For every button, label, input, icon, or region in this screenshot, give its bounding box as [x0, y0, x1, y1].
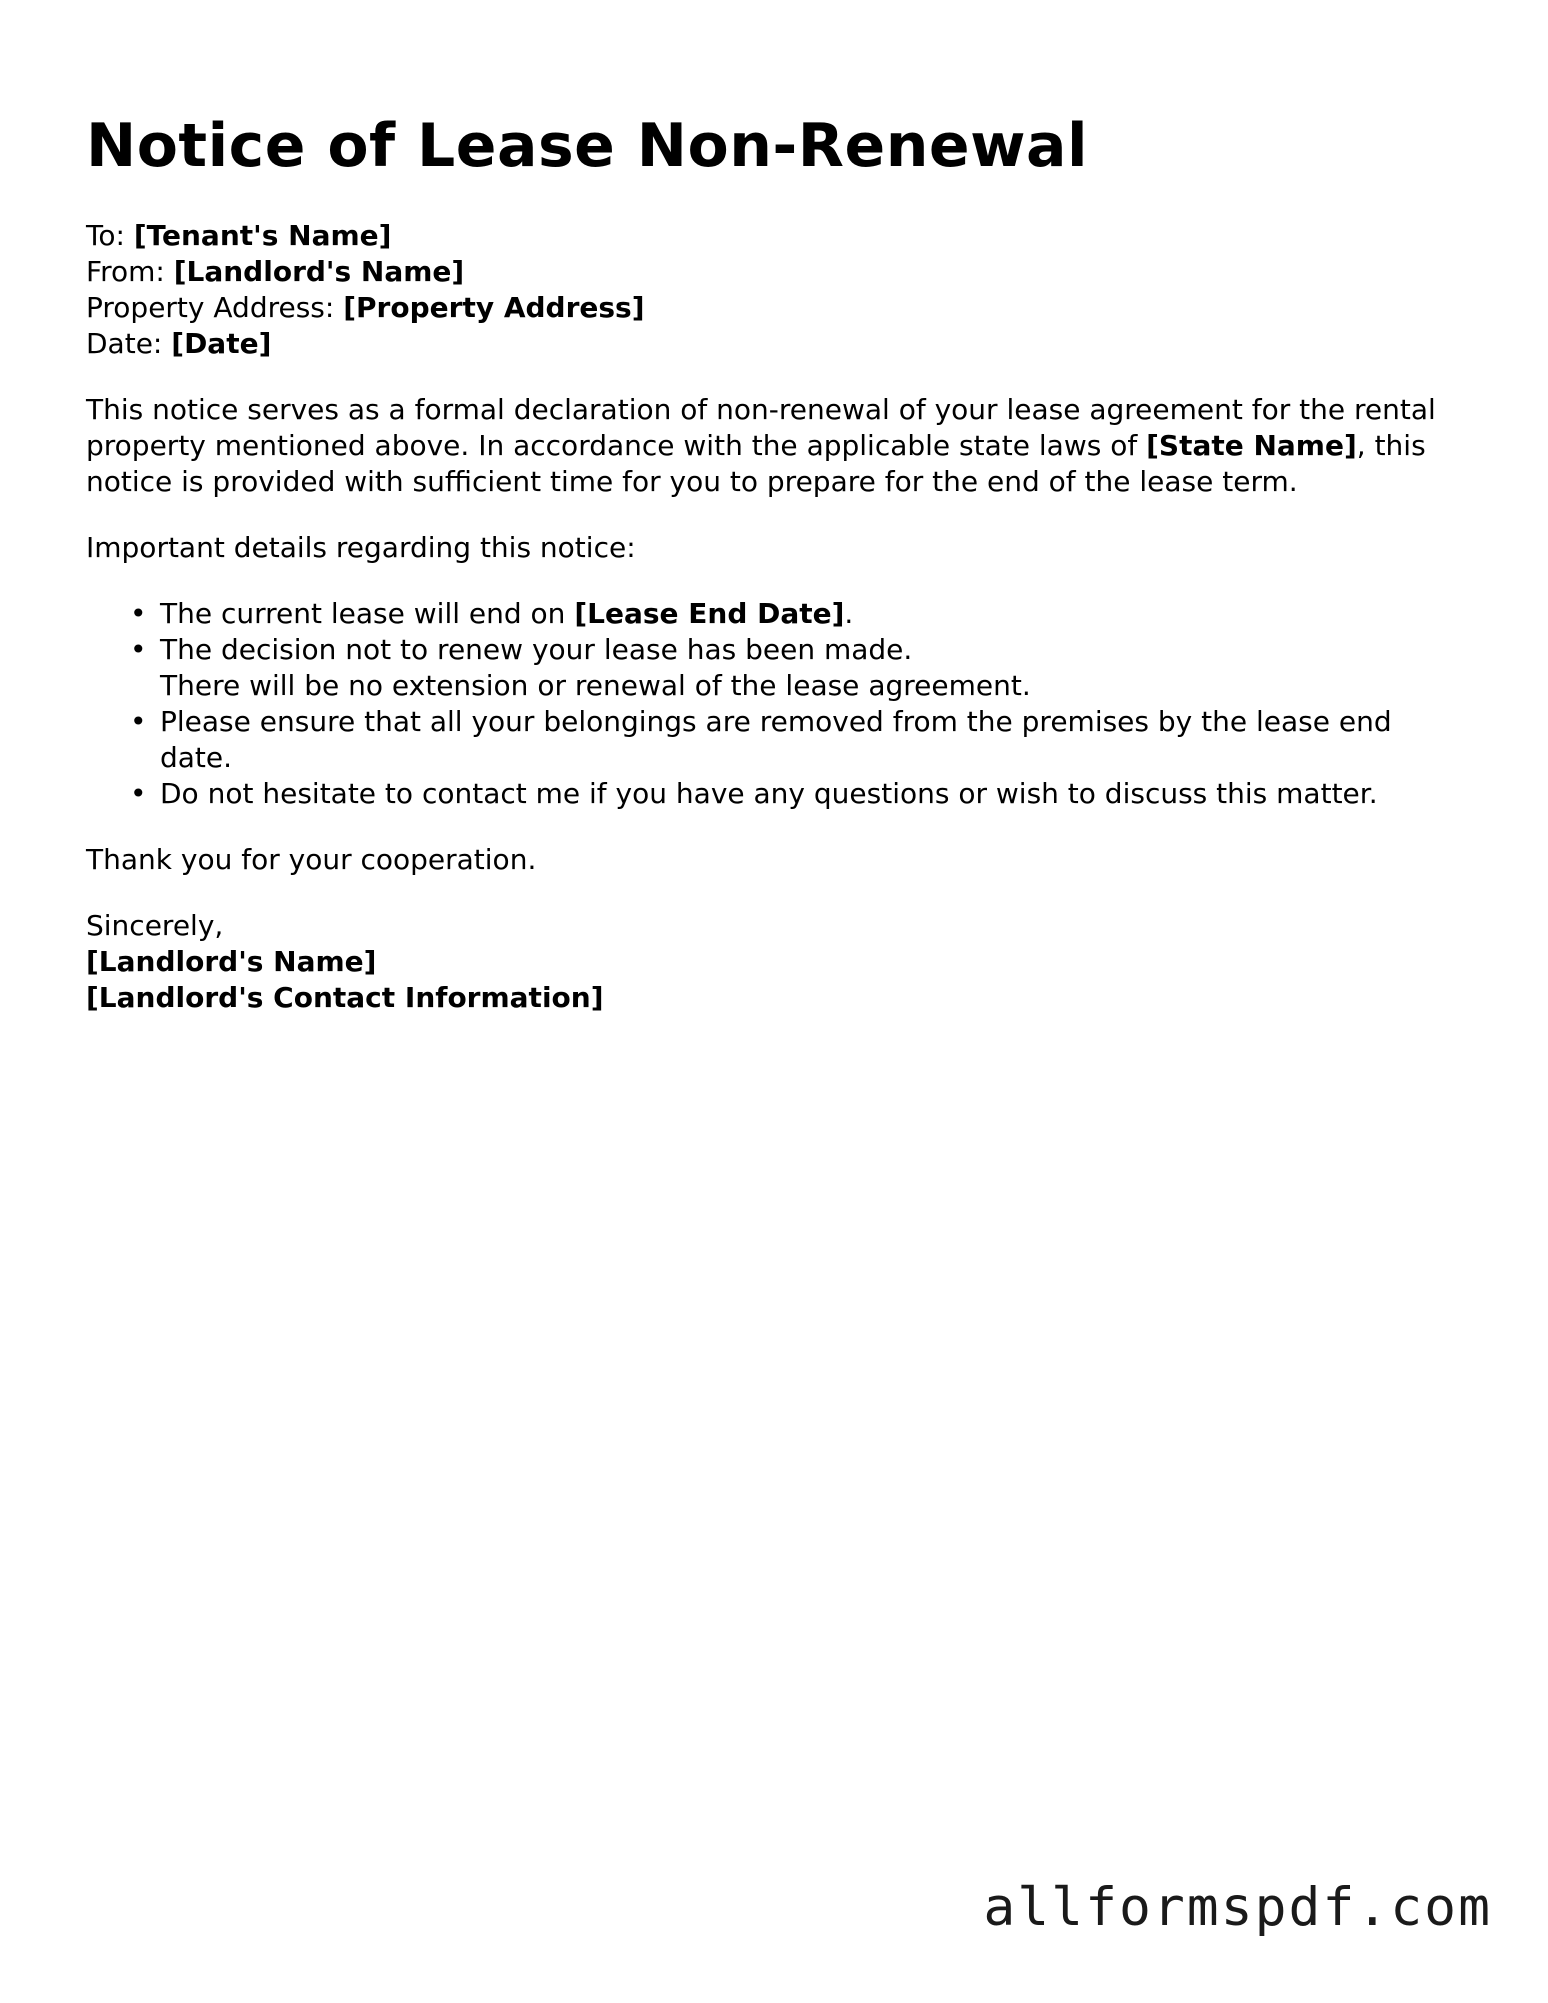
list-item — [130, 632, 1466, 704]
property-address-line — [86, 290, 1466, 326]
belongings-text: Please ensure that all your belongings are removed from the premises by the lease end date. — [160, 705, 1392, 774]
property-address-label: Property Address: — [86, 291, 335, 324]
thanks-line: Thank you for your cooperation. — [86, 843, 537, 876]
list-item — [130, 704, 1466, 776]
intro-paragraph — [86, 392, 1466, 500]
signoff-block — [86, 908, 1466, 1016]
list-item — [130, 596, 1466, 632]
bullet-icon: • — [130, 597, 147, 630]
date-line — [86, 326, 1466, 362]
intro-text-part2: , this notice is provided with sufficient time for you to prepare for the end of the lease term. — [86, 429, 1426, 498]
landlord-name-signature-placeholder: [Landlord's Name] — [86, 945, 377, 978]
date-label: Date: — [86, 327, 163, 360]
bullet-icon: • — [130, 777, 147, 810]
header-fields — [86, 218, 1466, 362]
from-label: From: — [86, 255, 165, 288]
tenant-name-placeholder: [Tenant's Name] — [133, 219, 392, 252]
from-line — [86, 254, 1466, 290]
bullet-icon: • — [130, 633, 147, 666]
list-item — [130, 776, 1466, 812]
to-label: To: — [86, 219, 125, 252]
landlord-contact-placeholder: [Landlord's Contact Information] — [86, 981, 604, 1014]
lease-end-date-placeholder: [Lease End Date] — [574, 597, 845, 630]
lease-end-suffix: . — [844, 597, 854, 630]
decision-line1: The decision not to renew your lease has been made. — [160, 633, 913, 666]
property-address-placeholder: [Property Address] — [343, 291, 645, 324]
closing-text: Sincerely, — [86, 909, 224, 942]
landlord-name-placeholder: [Landlord's Name] — [173, 255, 465, 288]
details-list — [86, 596, 1466, 812]
details-label: Important details regarding this notice: — [86, 531, 636, 564]
bullet-icon: • — [130, 705, 147, 738]
lease-end-prefix: The current lease will end on — [160, 597, 575, 630]
document-page — [86, 108, 1466, 1016]
contact-text: Do not hesitate to contact me if you have any questions or wish to discuss this matter. — [160, 777, 1378, 810]
intro-text-part1: This notice serves as a formal declaration of non-renewal of your lease agreement for the rental property mentioned above. In accordance with the applicable state laws of — [86, 393, 1436, 462]
watermark-text: allformspdf.com — [983, 1877, 1492, 1938]
date-placeholder: [Date] — [171, 327, 272, 360]
to-line — [86, 218, 1466, 254]
state-name-placeholder: [State Name] — [1146, 429, 1357, 462]
decision-line2: There will be no extension or renewal of the lease agreement. — [160, 669, 1031, 702]
document-title: Notice of Lease Non-Renewal — [86, 111, 1089, 181]
